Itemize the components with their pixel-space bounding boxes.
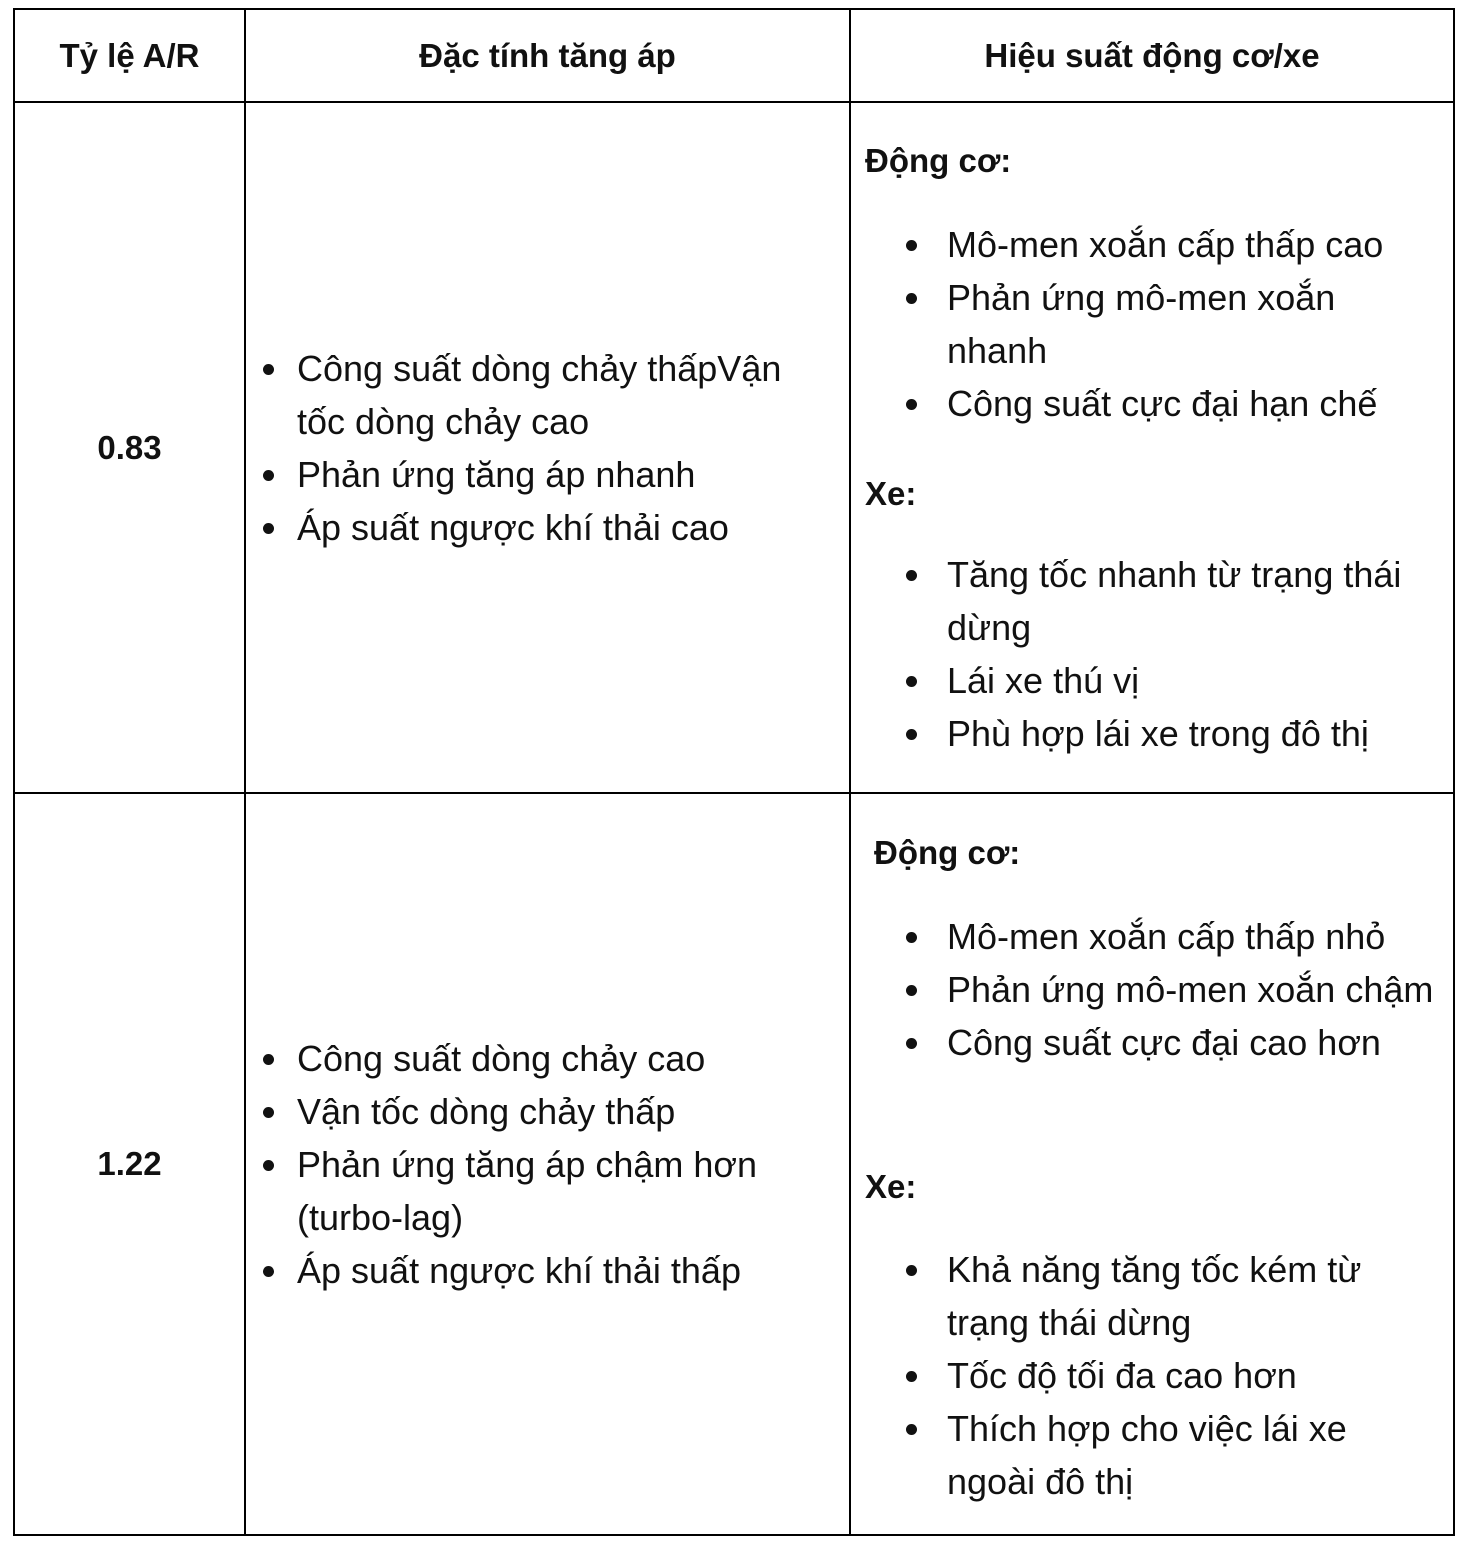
list-item-text: Khả năng tăng tốc kém từ trạng thái dừng [947, 1249, 1362, 1343]
bullet-icon [263, 1054, 274, 1065]
bullet-icon [906, 399, 917, 410]
list-item [851, 377, 1439, 430]
list-item [851, 218, 1439, 271]
header-performance-label: Hiệu suất động cơ/xe [984, 36, 1320, 74]
list-item [851, 910, 1439, 963]
ratio-value: 0.83 [97, 428, 162, 466]
list-item [258, 448, 829, 501]
list-item [258, 342, 829, 448]
list-item [258, 501, 829, 554]
list-item-text: Công suất cực đại hạn chế [947, 383, 1378, 424]
list-item-text: Áp suất ngược khí thải cao [297, 506, 729, 548]
list-item-text: Lái xe thú vị [947, 660, 1140, 701]
header-characteristics [246, 10, 849, 101]
bullet-icon [263, 1266, 274, 1277]
list-item-text: Tốc độ tối đa cao hơn [947, 1355, 1297, 1396]
bullet-icon [906, 1371, 917, 1382]
engine-heading: Động cơ: [874, 834, 1021, 871]
bullet-icon [906, 932, 917, 943]
characteristics-cell [246, 103, 849, 792]
list-item-text: Áp suất ngược khí thải thấp [297, 1249, 741, 1291]
list-item-text: Mô-men xoắn cấp thấp nhỏ [947, 916, 1386, 957]
engine-heading: Động cơ: [865, 142, 1012, 179]
bullet-icon [906, 570, 917, 581]
list-item [851, 707, 1439, 760]
list-item [851, 963, 1439, 1016]
bullet-icon [906, 729, 917, 740]
bullet-icon [906, 1265, 917, 1276]
bullet-icon [906, 676, 917, 687]
bullet-icon [906, 1424, 917, 1435]
ratio-value: 1.22 [97, 1145, 162, 1182]
list-item-text: Phản ứng tăng áp nhanh [297, 453, 696, 495]
header-characteristics-label: Đặc tính tăng áp [419, 36, 676, 74]
list-item-text: Phù hợp lái xe trong đô thị [947, 713, 1369, 754]
characteristics-cell [246, 794, 849, 1534]
ratio-cell [15, 794, 244, 1534]
bullet-icon [263, 1107, 274, 1118]
list-item [851, 654, 1439, 707]
list-item-text: Thích hợp cho việc lái xe ngoài đô thị [947, 1408, 1347, 1502]
bullet-icon [263, 364, 274, 375]
list-item-text: Phản ứng tăng áp chậm hơn (turbo-lag) [297, 1143, 758, 1238]
bullet-icon [263, 1160, 274, 1171]
characteristics-list [258, 342, 829, 554]
list-item-text: Vận tốc dòng chảy thấp [297, 1090, 676, 1132]
bullet-icon [906, 1038, 917, 1049]
list-item [258, 1244, 829, 1297]
performance-cell [851, 103, 1453, 792]
header-ratio [15, 10, 244, 101]
bullet-icon [906, 240, 917, 251]
header-ratio-label: Tỷ lệ A/R [59, 36, 200, 74]
bullet-icon [263, 523, 274, 534]
characteristics-list [258, 1032, 829, 1297]
vehicle-list [851, 1243, 1439, 1508]
list-item [258, 1032, 829, 1085]
vehicle-list [851, 548, 1439, 760]
engine-list [851, 910, 1439, 1069]
list-item [851, 1349, 1439, 1402]
list-item-text: Công suất dòng chảy cao [297, 1037, 706, 1079]
vehicle-heading: Xe: [865, 1168, 917, 1205]
header-performance [851, 10, 1453, 101]
bullet-icon [263, 470, 274, 481]
performance-cell [851, 794, 1453, 1534]
list-item [851, 548, 1439, 654]
ratio-cell [15, 103, 244, 792]
list-item [851, 271, 1439, 377]
bullet-icon [906, 293, 917, 304]
list-item-text: Mô-men xoắn cấp thấp cao [947, 224, 1384, 265]
list-item-text: Công suất cực đại cao hơn [947, 1022, 1381, 1063]
list-item [851, 1402, 1439, 1508]
list-item-text: Phản ứng mô-men xoắn nhanh [947, 277, 1336, 371]
list-item-text: Công suất dòng chảy thấpVận tốc dòng chảy cao [297, 347, 782, 442]
engine-list [851, 218, 1439, 430]
list-item-text: Tăng tốc nhanh từ trạng thái dừng [947, 554, 1402, 648]
list-item [851, 1243, 1439, 1349]
ar-ratio-table [13, 8, 1455, 1536]
vehicle-heading: Xe: [865, 475, 917, 512]
list-item [258, 1138, 829, 1244]
list-item [258, 1085, 829, 1138]
bullet-icon [906, 985, 917, 996]
list-item-text: Phản ứng mô-men xoắn chậm [947, 969, 1434, 1010]
list-item [851, 1016, 1439, 1069]
